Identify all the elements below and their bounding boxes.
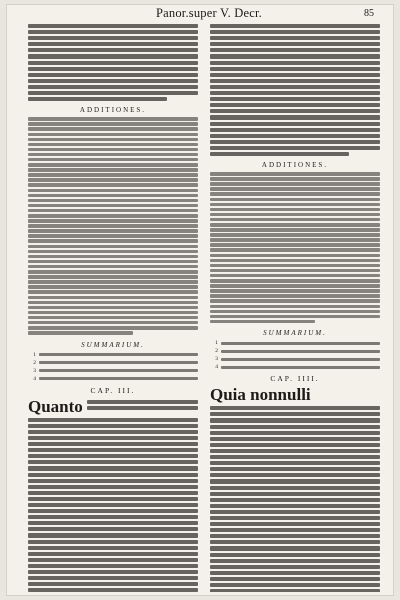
summary-item: 4: [28, 376, 198, 382]
right-additiones-heading: ADDITIONES.: [261, 161, 329, 170]
summary-item: 1: [28, 352, 198, 358]
left-incipit: Quanto: [28, 396, 83, 416]
summary-item: 4: [210, 364, 380, 370]
right-chapter-opening: [210, 386, 380, 404]
left-chapter-text: [28, 418, 198, 592]
right-summarium-heading: SUMMARIUM.: [263, 329, 327, 338]
left-summary-list: [28, 352, 198, 382]
running-title: Panor.super V. Decr.: [156, 6, 262, 20]
right-cap-heading: CAP. IIII.: [270, 374, 320, 384]
right-body-text: [210, 24, 380, 156]
document-page: [6, 4, 394, 596]
right-incipit: Quia nonnulli: [210, 385, 311, 405]
left-additiones-text: [28, 117, 198, 334]
summary-item: 2: [28, 360, 198, 366]
left-chapter-opening: [28, 398, 198, 416]
left-summarium-heading: SUMMARIUM.: [81, 340, 145, 349]
summary-item: 1: [210, 340, 380, 346]
right-summary-list: [210, 340, 380, 370]
summary-item: 2: [210, 348, 380, 354]
summary-item: 3: [210, 356, 380, 362]
right-additiones-text: [210, 172, 380, 323]
left-cap-heading: CAP. III.: [90, 385, 136, 395]
folio-number: 85: [364, 8, 374, 19]
left-additiones-heading: ADDITIONES.: [79, 106, 147, 115]
left-body-text: [28, 24, 198, 101]
summary-item: 3: [28, 368, 198, 374]
right-column: [210, 22, 380, 592]
right-chapter-text: [210, 406, 380, 592]
left-column: [28, 22, 198, 592]
